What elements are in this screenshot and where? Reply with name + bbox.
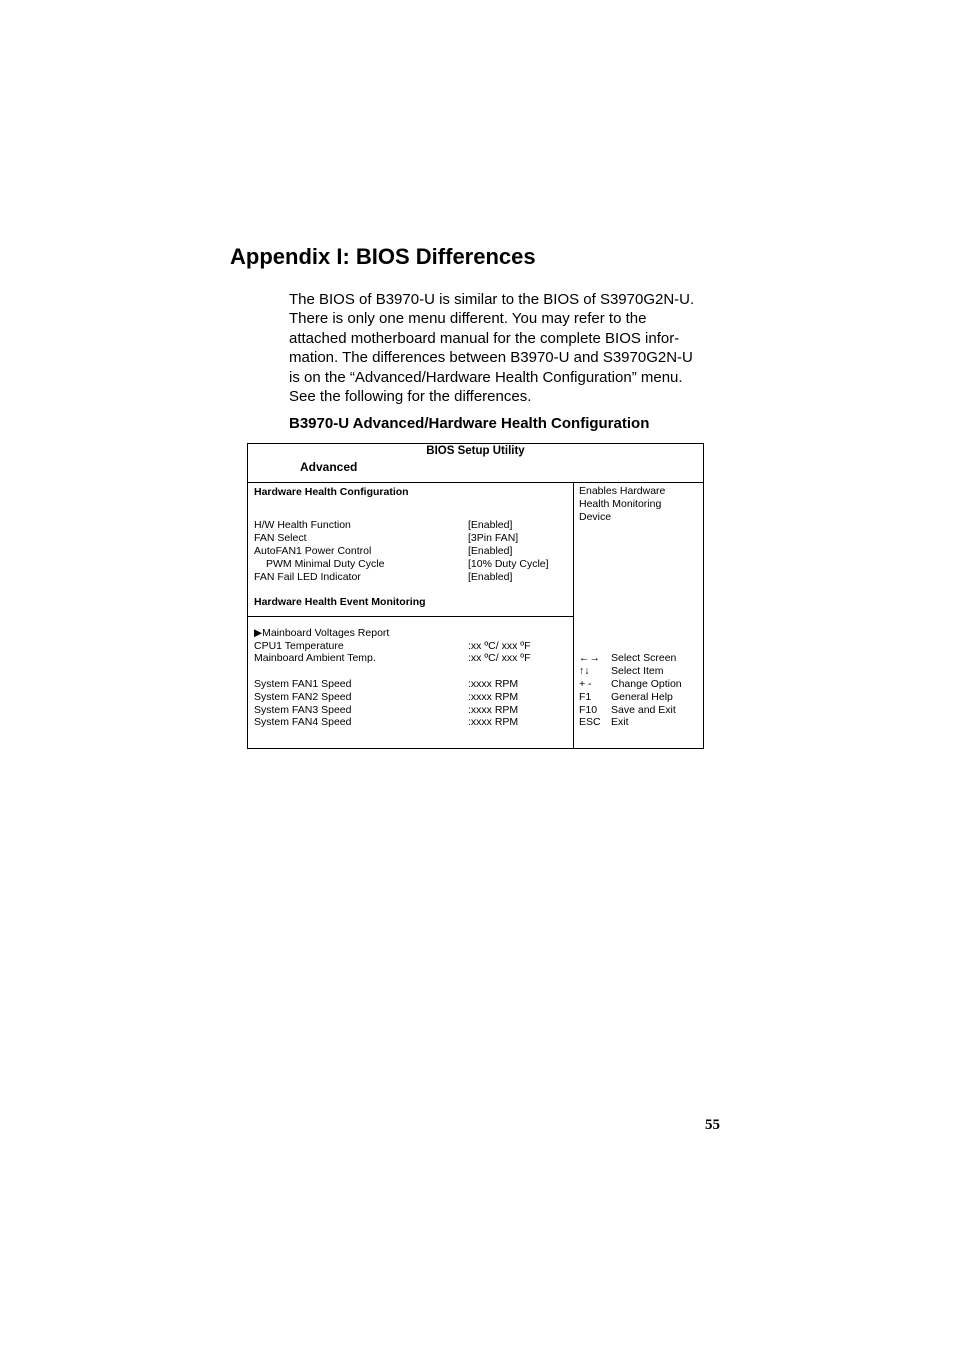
- setting-value[interactable]: [Enabled]: [468, 571, 513, 583]
- paragraph-line: See the following for the differences.: [289, 388, 532, 406]
- setting-label[interactable]: PWM Minimal Duty Cycle: [266, 558, 385, 570]
- key-desc: Select Item: [611, 665, 664, 677]
- reading-value: :xx ºC/ xxx ºF: [468, 652, 531, 664]
- help-line: Health Monitoring: [579, 498, 662, 510]
- page-title: Appendix I: BIOS Differences: [230, 244, 536, 269]
- setting-label[interactable]: AutoFAN1 Power Control: [254, 545, 372, 557]
- paragraph-line: is on the “Advanced/Hardware Health Configuration” menu.: [289, 368, 683, 386]
- bios-settings-panel: [248, 483, 574, 748]
- setting-value[interactable]: [Enabled]: [468, 519, 513, 531]
- bios-screen: [247, 443, 704, 749]
- tab-advanced[interactable]: Advanced: [300, 460, 358, 474]
- reading-value: :xx ºC/ xxx ºF: [468, 640, 531, 652]
- key-label: ESC: [579, 716, 601, 728]
- event-monitoring-title: Hardware Health Event Monitoring: [254, 596, 426, 608]
- divider: [248, 616, 573, 617]
- key-desc: Save and Exit: [611, 704, 676, 716]
- reading-label: CPU1 Temperature: [254, 640, 344, 652]
- reading-value: :xxxx RPM: [468, 704, 519, 716]
- paragraph-line: mation. The differences between B3970-U and S3970G2N-U: [289, 349, 693, 367]
- setting-value[interactable]: [Enabled]: [468, 545, 513, 557]
- help-text: [579, 485, 699, 524]
- intro-paragraph: [289, 290, 729, 406]
- left-right-arrow-icon: ←→: [579, 652, 600, 664]
- key-desc: General Help: [611, 691, 673, 703]
- setting-value[interactable]: [3Pin FAN]: [468, 532, 519, 544]
- up-down-arrow-icon: ↑↓: [579, 665, 590, 677]
- submenu-item-voltages[interactable]: [254, 627, 389, 640]
- submenu-label: Mainboard Voltages Report: [262, 627, 390, 639]
- setting-label[interactable]: FAN Fail LED Indicator: [254, 571, 361, 583]
- key-desc: Change Option: [611, 678, 682, 690]
- paragraph-line: There is only one menu different. You may refer to the: [289, 310, 647, 328]
- paragraph-line: attached motherboard manual for the complete BIOS infor-: [289, 329, 680, 347]
- reading-value: :xxxx RPM: [468, 716, 519, 728]
- paragraph-line: The BIOS of B3970-U is similar to the BIOS of S3970G2N-U.: [289, 291, 695, 308]
- reading-value: :xxxx RPM: [468, 691, 519, 703]
- bios-title: BIOS Setup Utility: [426, 445, 525, 457]
- help-line: Device: [579, 511, 612, 523]
- key-desc: Select Screen: [611, 652, 677, 664]
- reading-label: System FAN2 Speed: [254, 691, 352, 703]
- reading-label: System FAN1 Speed: [254, 678, 352, 690]
- setting-label[interactable]: H/W Health Function: [254, 519, 351, 531]
- reading-value: :xxxx RPM: [468, 678, 519, 690]
- page-number: 55: [705, 1117, 720, 1133]
- key-label: + -: [579, 678, 592, 690]
- section-title: Hardware Health Configuration: [254, 486, 409, 498]
- key-label: F1: [579, 691, 592, 703]
- help-line: Enables Hardware: [579, 485, 666, 497]
- reading-label: Mainboard Ambient Temp.: [254, 652, 376, 664]
- setting-label[interactable]: FAN Select: [254, 532, 307, 544]
- key-label: F10: [579, 704, 598, 716]
- setting-value[interactable]: [10% Duty Cycle]: [468, 558, 549, 570]
- reading-label: System FAN3 Speed: [254, 704, 352, 716]
- bios-header: [248, 444, 703, 483]
- key-desc: Exit: [611, 716, 629, 728]
- reading-label: System FAN4 Speed: [254, 716, 352, 728]
- section-subtitle: B3970-U Advanced/Hardware Health Configuration: [289, 415, 650, 432]
- triangle-right-icon: ▶: [254, 627, 263, 639]
